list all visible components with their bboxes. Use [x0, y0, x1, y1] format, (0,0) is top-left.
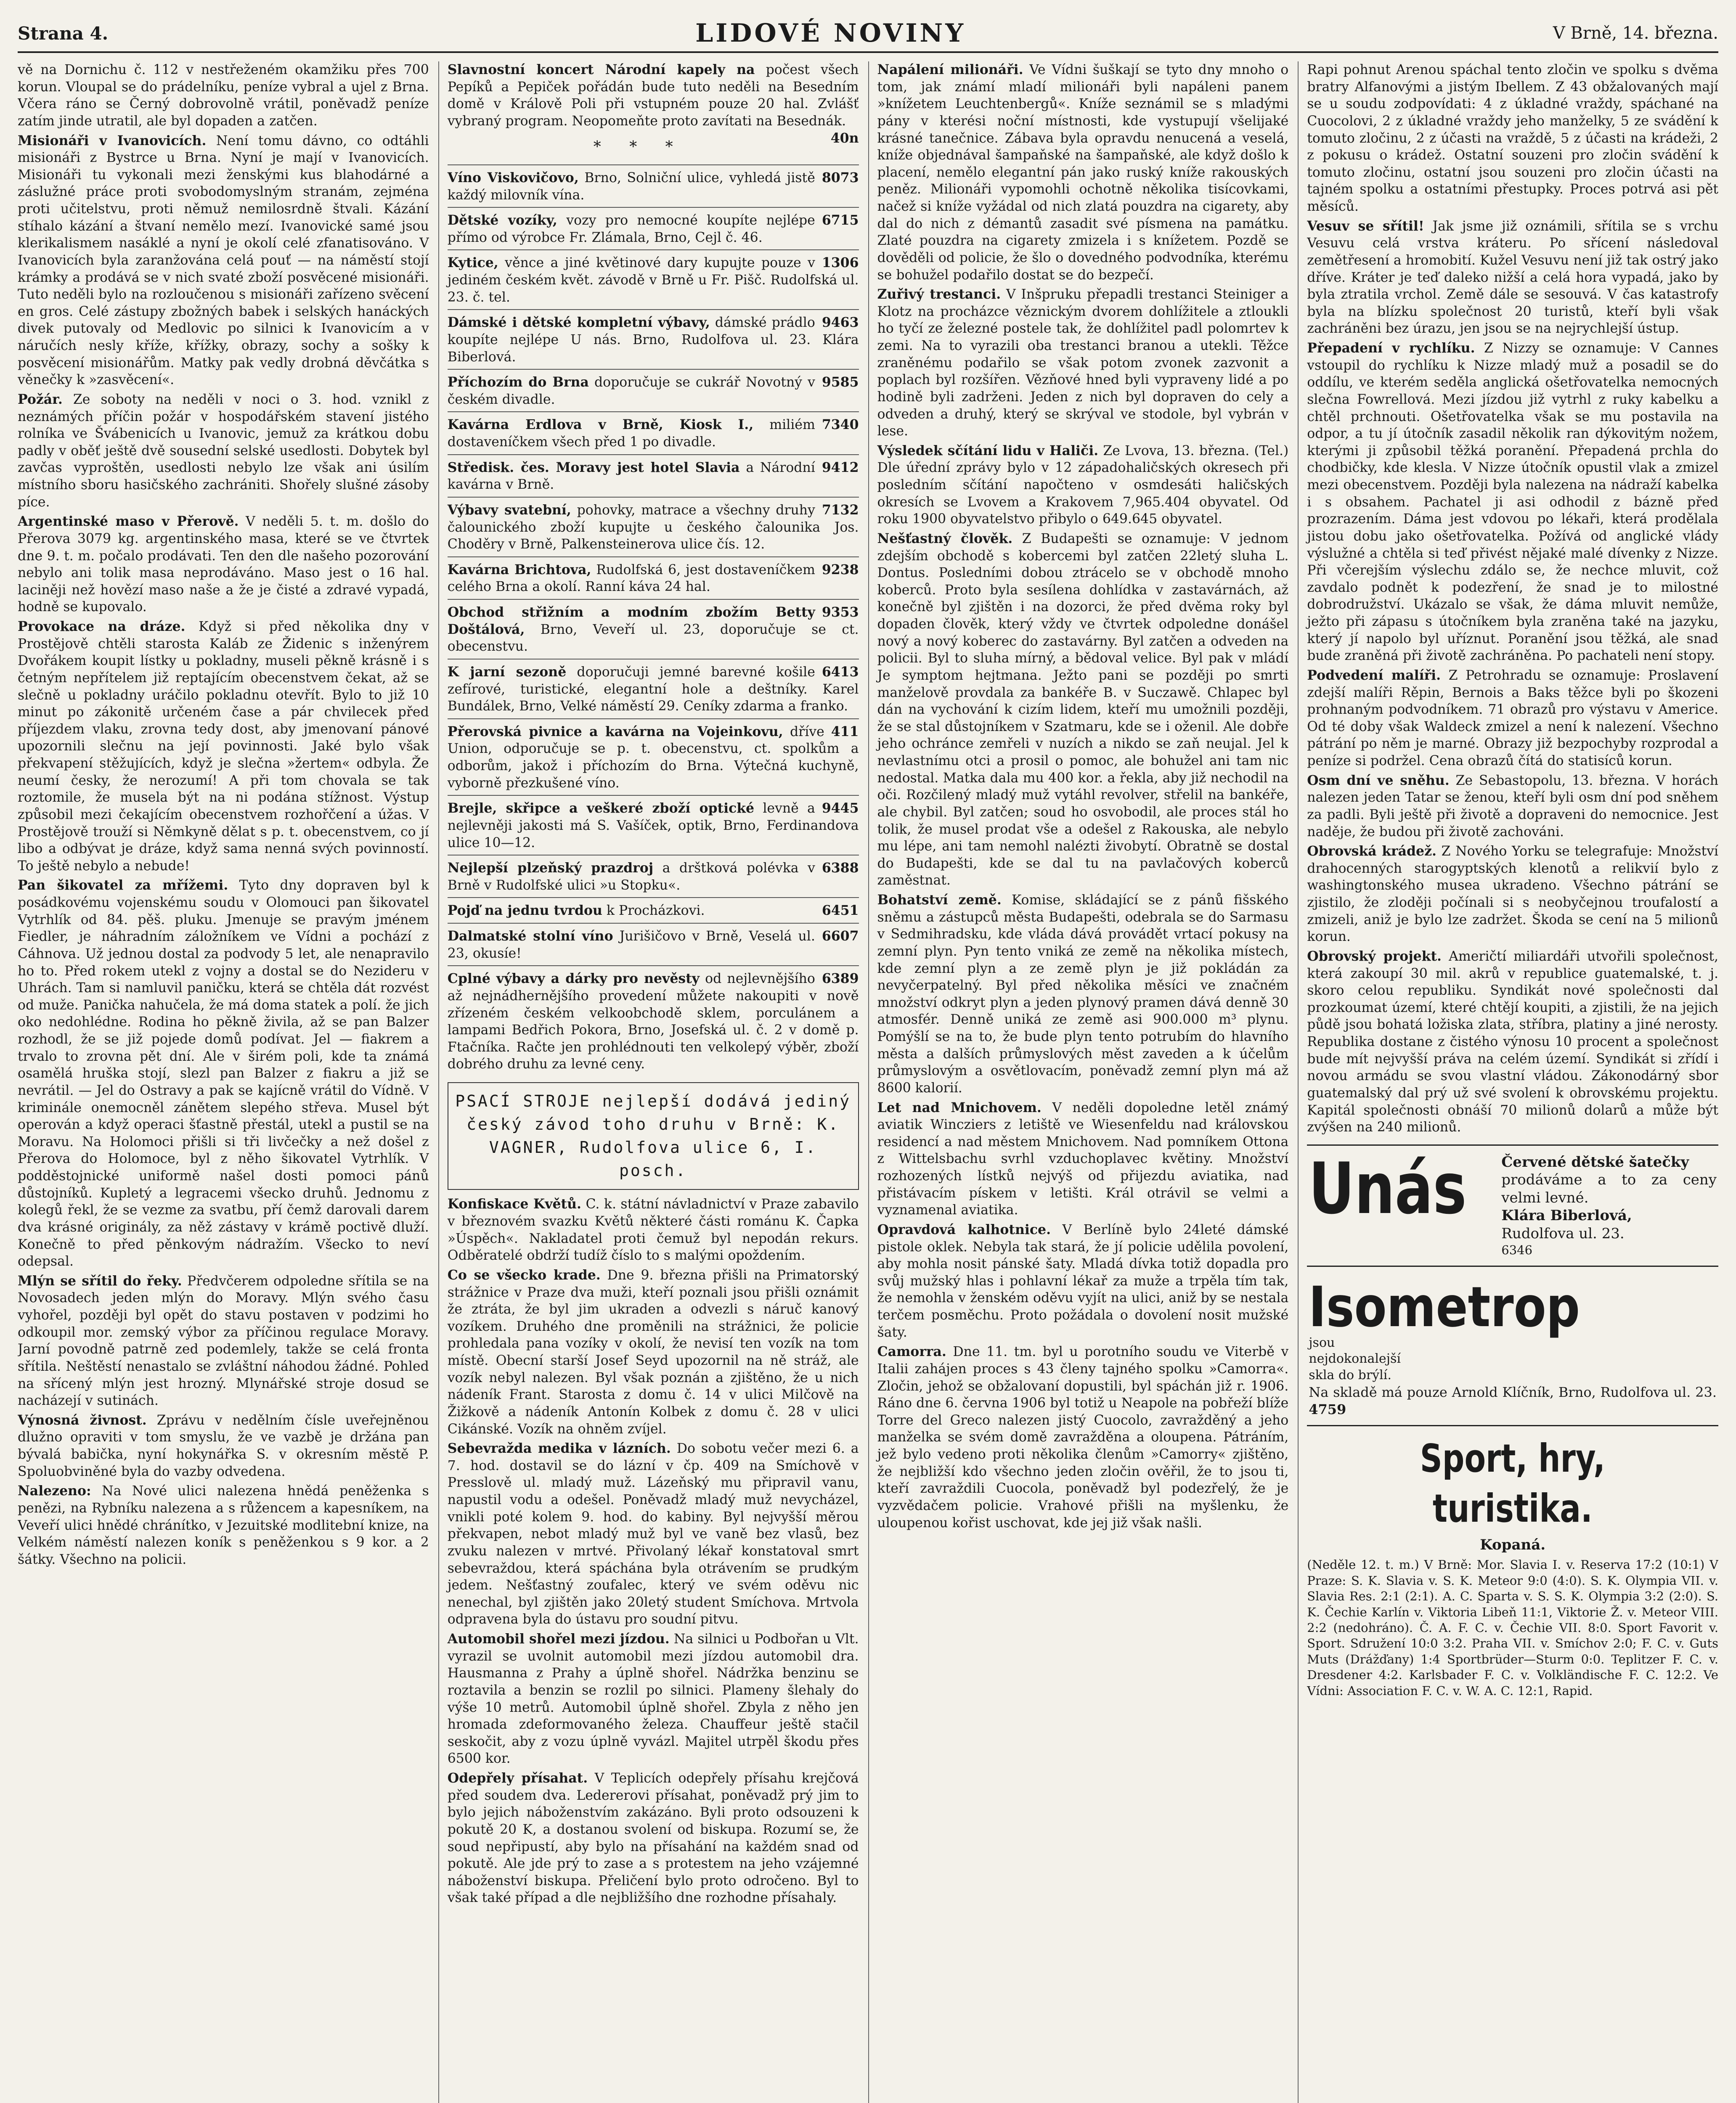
article-body: Když si před několika dny v Prostějově chtěli starosta Kaláb ze Židenic s inženýrem Dvořákem koupit lístky u pokladny, museli pěkně krásně i s četným nepřítelem již reptajícím obecenstvem čekat, až se slečně u pokladny uráčilo pokladnu otevřít. Bylo to již 10 minut po zákonitě určeném čase a pár chvilecek před příjezdem vlaku, zrovna tedy dost, aby jmenovaní pánové upozornili slečnu na její povinnosti. Jaké bylo však překvapení stěžujících, když je slečna »žertem« odbyla. Že neumí česky, že nerozumí! A při tom chovala se tak roztomile, že musela být na ni podána stížnost. Výstup způsobil mezi čekajícím obecenstvem rozhořčení a úžas. V Prostějově trouží si Němkyně dělat s p. t. obecenstvem, co jí libo a odbývat je dráze, když sama nenná svých povinností. To ještě nebylo a nebude! [18, 619, 429, 874]
classified-ad [448, 659, 859, 718]
ad-number: 9238 [822, 562, 859, 577]
typewriter-ad: PSACÍ STROJE nejlepší dodává jediný český závod toho druhu v Brně: K. VAGNER, Rudolfova ulice 6, I. posch. [448, 1082, 859, 1190]
news-article [448, 1631, 859, 1767]
article-headline: Kytice, [447, 255, 498, 271]
article-body: vě na Dornichu č. 112 v nestřeženém okamžiku přes 700 korun. Vloupal se do prádelníku, peníze vybral a ujel z Brna. Včera ráno se Černý dobrovolně vrátil, poněvadž peníze zatím jinde utratil, ale byl dopaden a zatčen. [18, 62, 429, 129]
article-body: V Inšpruku přepadli trestanci Steiniger a Klotz na procházce věznickým dvorem dohlížitele a ztloukli ho tyčí ze železné postele tak, že dohlížitel padl polomrtev k zemi. Na to vyrazili oba trestanci branou a utekli. Těžce zraněnému podařilo se však potom zvonek zazvonit a poplach byl rozšířen. Vězňové hned byli vypraveny lidé a po hodině byli zadrženi. Jeden z nich byl dopraven do cely a odveden a druhý, který se skrýval ve stodole, byl vybrán v lese. [877, 287, 1289, 439]
article-body: Do sobotu večer mezi 6. a 7. hod. dostavil se do lázní v čp. 409 na Smíchově v Presslově ul. mladý muž. Lázeňský mu připravil vanu, napustil vodu a odešel. Poněvadž mladý muž nevycházel, vnikli poté kolem 9. hod. do kabiny. Byl nejvyšší měrou překvapen, nebot mladý muž byl ve vaně bez vlasů, bez zvuku nalezen v mrtvé. Přivolaný lékař konstatoval smrt sebevraždou, která spáchána byla otrávením se prudkým jedem. Nešťastný zoufalec, který ve svém oděvu nic nenechal, byl zjištěn jako 20letý student Smíchova. Mrtvola odpravena byla do ústavu pro soudní pitvu. [447, 1441, 859, 1627]
article-body: V Teplicích odepřely přísahu krejčová před soudem dva. Ledererovi přísahat, poněvadž prý jim to bylo jejich náboženstvím zakázáno. Byli proto odsouzeni k pokutě 20 K, a dostanou svolení od biskupa. Rozumí se, že soud nepřipustí, aby bylo na přísahání na každém snad od pokutě. Ale jde prý to zase a s protestem na jeho vzájemné náboženství biskupa. Přeličení bylo proto odročeno. Byl to však také případ a dle nejbližšího dne rozhodne přísahaly. [447, 1771, 859, 1906]
column-4 [1298, 61, 1718, 2103]
article-body: Ze Lvova, 13. března. (Tel.) Dle úřední zprávy bylo v 12 západohaličských okresech při posledním sčítání napočteno v osmdesáti haličských okresích se Lvovem a Krakovem 7,965.404 obyvatel. Od roku 1900 obyvatelstvo přibylo o 649.645 obyvatel. [877, 443, 1289, 527]
article-body: Američtí miliardáři utvořili společnost, která zakoupí 30 mil. akrů v republice guatemalské, t. j. skoro celou republiku. Syndikát nové společnosti dal prozkoumat území, které chtějí koupiti, a zjistili, že na jejich půdě jsou bohatá ložiska zlata, stříbra, platiny a jiné nerosty. Republika dostane z čistého výnosu 10 procent a společnost bude mít nejvyšší práva na celém území. Syndikát si zřídí i novou armádu se svou vlastní vládou. Zákonodárný sbor guatemalský dal prý už své svolení k obrovskému projektu. Kapitál společnosti obnáší 70 milionů dolarů a může být zvýšen na 240 milionů. [1307, 948, 1718, 1135]
classified-ad [448, 411, 859, 454]
article-headline: Zuřivý trestanci. [877, 286, 1001, 302]
article-headline: Přepadení v rychlíku. [1307, 340, 1475, 356]
article-body: a Národní kavárna v Brně. [447, 460, 815, 493]
columns [18, 61, 1718, 2103]
article-body: C. k. státní návladnictví v Praze zabavilo v březnovém svazku Květů některé části románu K. Čapka »Úspěch«. Nakladatel proti čemuž byl nepodán rekurs. Odběratelé obdrží tudíž číslo to s malými opoždením. [447, 1197, 859, 1263]
news-article [877, 61, 1289, 283]
article-body: Na silnici u Podbořan u Vlt. vyrazil se uvolnit automobil mezi jízdou automobil dra. Hausmanna z Prahy a úplně shořel. Nádržka benzinu se roztavila a benzin se rozlil po silnici. Plameny šlehaly do výše 10 metrů. Automobil úplně shořel. Zbyla z něho jen hromada zdeformovaného železa. Chauffeur ještě stačil seskočit, aby z vozu úplně vyvázl. Majitel utrpěl škodu přes 6500 kor. [447, 1632, 859, 1767]
article-headline: Obrovský projekt. [1307, 948, 1442, 964]
article-headline: Středisk. čes. Moravy jest hotel Slavia [447, 459, 740, 475]
unas-ad [1307, 1144, 1718, 1267]
article-headline: Camorra. [877, 1344, 946, 1360]
article-body: Dne 9. března přišli na Primatorský strážnice v Praze dva muži, kteří poznali jsou přišli oznámit že ztráta, že byl jim ukraden a odvezli s náruč kanový vozíkem. Druhého dne proměnili na strážnici, že policie prohledala pana vozíky v okolí, že nevisí ten vozík na tom místě. Obecní starší Josef Seyd upozornil na ně stráž, ale vozík nebyl nalezen. Byl však poznán a zjištěno, že u nich nádeník Frant. Starosta z domu č. 14 v ulici Milčově na Žižkově a nádeník Antonín Kolbek z domu č. 28 v ulici Cikánské. Vozík na ohněm zvíjel. [447, 1267, 859, 1437]
issue-date: V Brně, 14. března. [1553, 24, 1718, 43]
isometrop-address-text: Na skladě má pouze Arnold Klíčník, Brno, Rudolfova ul. 23. [1309, 1384, 1717, 1400]
classified-ads [448, 164, 859, 1076]
news-article [18, 513, 429, 616]
article-body: Zprávu v nedělním čísle uveřejněnou dlužno opraviti v tom smyslu, že ve vazbě je držána pan bývalá babička, nyní hokynářka S. v okresním městě P. Spoluobviněné byla do vazby odvedena. [18, 1412, 429, 1479]
article-body: Brno, Veveří ul. 23, doporučuje se ct. obecenstvu. [447, 622, 859, 654]
article-body: dříve Union, odporučuje se p. t. obecenstvu, ct. spolkům a odborům, jakož i příchozím do Brna. Výtečná kuchyně, vyborně přezkušené víno. [447, 724, 859, 791]
classified-ad [448, 855, 859, 897]
classified-ad [448, 556, 859, 599]
classified-ad [448, 965, 859, 1076]
article-headline: Napálení milionáři. [877, 62, 1023, 77]
unas-ad-line: prodáváme a to za ceny velmi levné. [1501, 1171, 1717, 1206]
news-article [448, 1196, 859, 1264]
news-article [1307, 61, 1718, 215]
article-body: věnce a jiné květinové dary kupujte pouze v jediném českém květ. závodě v Brně u Fr. Pišč. Rudolfská ul. 23. č. tel. [447, 255, 859, 305]
isometrop-tagline: jsou nejdokonalejší skla do brýlí. [1309, 1335, 1401, 1383]
article-headline: Kavárna Erdlova v Brně, Kiosk I., [447, 417, 754, 433]
ad-number: 8073 [822, 170, 859, 185]
column-2 [438, 61, 859, 2103]
article-body: Ze soboty na neděli v noci o 3. hod. vznikl z neznámých příčin požár v hospodářském stavení jistého rolníka ve Švábenicích u Ivanovic, jemuž za krátkou dobu padly v oběť ještě dvě sousední selské usedlosti. Dobytek byl zavčas vyproštěn, usedlosti nebylo lze však ani úsilím místního sboru hasičského zachrániti. Shořely slušné zásoby píce. [18, 392, 429, 510]
article-headline: Nešťastný člověk. [877, 530, 1013, 546]
article-headline: Nejlepší plzeňský prazdroj [447, 860, 654, 876]
news-article [877, 442, 1289, 528]
article-headline: Provokace na dráze. [18, 619, 186, 634]
classified-ad [448, 923, 859, 965]
isometrop-address [1309, 1384, 1717, 1419]
classified-ad [448, 497, 859, 556]
article-body: Ze Sebastopolu, 13. března. V horách nalezen jeden Tatar se ženou, kteří byli osm dní pod sněhem za padli. Byli ještě při životě a dopraveni do nemocnice. Jest naděje, že budou při životě zachováni. [1307, 773, 1718, 840]
article-body: Tyto dny dopraven byl k posádkovému vojenskému soudu v Olomouci pan šikovatel Vytrhlík od 84. pěš. pluku. Jmenuje se pravým jménem Fiedler, je náhradním záložníkem ve Vídni a pochází z Cáhnova. Už jednou dostal za podvody 5 let, ale nenapravilo ho to. Před rokem utekl z vojny a dostal se do Nezideru v Uhrách. Tam si namluvil paničku, která se chtěla dát rozvést od muže. Panička nahučela, že má doma statek a polí. že jich oko nedohlédne. Rodina ho pěkně živila, až se pan Balzer rozhodl, že se již pojede domů podívat. Jel — fiakrem a trvalo to zrovna pět dní. Ale v širém poli, kde ta známá osamělá hruška stojí, slezl pan Balzer z fiakru a již se nevrátil. — Jel do Ostravy a pak se kajícně vrátil do Vídně. V kriminále onemocněl zánětem slepého střeva. Musel být operován a když operaci šťastně přestál, utekl a pustil se na Moravu. Na Holomoci přišli si tři livčečky a než došel z Přerova do Holomoce, byl z něho šikovatel Vytrhlík. V podděstojnické uniformě našel dosti pomoci pánů důstojníků. Kupletý a legracemi všecko druhů. Jednomu z kolegů řekl, že se vezme za svatbu, pří čemž darovali darem dva krásné originály, za něž zástavy v krámě poctivě dluží. Konečně to před pěnkovým nádražím. Všecko to neví odepsal. [18, 878, 429, 1269]
article-headline: Brejle, skřipce a veškeré zboží optické [447, 800, 755, 816]
ad-number: 6607 [822, 928, 859, 944]
article-body: od nejlevnějšího až nejnádhernějšího provedení můžete nakoupiti v nově zřízeném českém velkoobchodě sklem, porculánem a lampami Bedřich Pokora, Brno, Josefská ul. č. 2 v domě p. Ftačníka. Račte jen prohlédnouti ten velkolepý výběr, zboží dobrého druhu za levné ceny. [447, 971, 859, 1072]
article-headline: Opravdová kalhotnice. [877, 1221, 1051, 1237]
article-headline: Osm dní ve sněhu. [1307, 772, 1450, 788]
concert-notice [447, 61, 859, 146]
article-headline: Slavnostní koncert Národní kapely na [447, 62, 755, 77]
news-article [18, 391, 429, 511]
article-headline: Výbavy svatební, [447, 502, 571, 518]
article-headline: Obrovská krádež. [1307, 843, 1437, 859]
classified-ad [448, 164, 859, 207]
article-headline: Kavárna Brichtova, [447, 562, 591, 577]
article-body: Z Budapešti se oznamuje: V jednom zdejším obchodě s kobercemi byl zatčen 22letý sluha L. Dontus. Posledními dobou ztrácelo se v obchodě mnoho koberců. Proto byla sesílena dohlídka v zastavárnách, až konečně byl zjištěn i na dozorci, že před dvěma roky byl dopaden člověk, který vždy ve čtvrtek odpoledne donášel nový a nový koberec do zastavárny. Byl zatčen a odveden na policii. Byl to sluha mírný, a bědoval velice. Byl pak v mládí Je symptom hejtmana. Ježto pani se později po smrti manželově provdala za bankéře B. v Suczawě. Chlapec byl dán na vychování k cizím lidem, kteří mu umožnili později, že se stal důstojníkem v Szatmaru, kde se i oženil. Ale dobře jeho ochránce zemřeli v nuzích a nikdo se zaň neujal. Jel k nevlastnímu otci a prosil o pomoc, ale bohužel ani tam nic nedostal. Matka dala mu 400 kor. a řekla, aby již nechodil na oči. Rozčilený mladý muž vytáhl revolver, střelil na bankéře, ale chybil. Byl zatčen; soud ho osvobodil, ale proces stál ho tolik, že musel prodat vše a odešel z Rakouska, ale nebylo mu lépe, ani tam nemohl nalézti živobytí. Obratně se dostal do Budapešti, kde se dal tu na pavlačových koberců zaměstnat. [877, 531, 1289, 888]
article-body: doporučuje se cukrář Novotný v českém divadle. [447, 375, 815, 407]
news-article [18, 132, 429, 389]
article-body: k Procházkovi. [606, 903, 705, 919]
news-articles [1307, 61, 1718, 1136]
section-divider: * * * [593, 138, 685, 156]
ad-number: 6413 [822, 664, 859, 680]
article-body: V neděli 5. t. m. došlo do Přerova 3079 kg. argentinského masa, které se ve čtvrtek dne 9. t. m. počalo prodávati. Ten den dle našeho pozorování nebylo ani tolik masa neprodáváno. Maso jest o 16 hal. laciněji než hovězí maso naše a že je čisté a zdravé vypadá, hodně se kupovalo. [18, 514, 429, 615]
ad-number: 4759 [1309, 1401, 1346, 1417]
sport-results: (Neděle 12. t. m.) V Brně: Mor. Slavia I. v. Reserva 17:2 (10:1) V Praze: S. K. Slavia v. S. K. Meteor 9:0 (4:0). S. K. Olympia VII. v. Slavia Res. 2:1 (2:1). A. C. Sparta v. S. S. K. Olympia 3:2 (2:0). S. K. Čechie Karlín v. Viktoria Libeň 11:1, Viktorie Ž. v. Meteor VIII. 2:2 (nedohráno). Č. A. F. C. v. Čechie VII. 8:0. Sport Favorit v. Sport. Sdružení 10:0 3:2. Praha VII. v. Smíchov 2:0; F. C. v. Guts Muts (Drážďany) 1:4 Sportbrüder—Sturm 0:0. Teplitzer F. C. v. Dresdener 4:2. Karlsbader F. C. v. Volkländische F. C. 12:2. Ve Vídni: Association F. C. v. W. A. C. 12:1, Rapid. [1307, 1557, 1718, 1698]
ad-number: 6451 [822, 903, 859, 919]
article-headline: Vesuv se sřítil! [1307, 218, 1424, 234]
article-body: V neděli dopoledne letěl známý aviatik Wincziers z letiště ve Wiesenfeldu nad královskou residencí a nad městem Mnichovem. Nad pomníkem Ottona z Wittelsbachu svrhl vzduchoplavec květiny. Množství rozhozených lístků nejvýš od přijezdu aviatika, nad přistávacím pískem v letišti. Král otrávil se velmi a vyznamenal aviatika. [877, 1100, 1289, 1218]
sport-subheading: Kopaná. [1480, 1536, 1546, 1554]
article-headline: Dámské i dětské kompletní výbavy, [447, 315, 710, 331]
article-body: Rudolfská 6, jest dostaveníčkem celého Brna a okolí. Ranní káva 24 hal. [447, 562, 815, 595]
ad-number: 9585 [822, 374, 859, 390]
ad-number: 411 [831, 723, 859, 739]
unas-ad-line: Červené dětské šatečky [1501, 1153, 1689, 1171]
article-headline: Obchod střižním a modním zbožím Betty Doštálová, [447, 604, 815, 637]
ad-number: 40n [830, 130, 859, 146]
column-3 [868, 61, 1289, 2103]
article-headline: K jarní sezoně [447, 664, 567, 680]
unas-ad-line: Rudolfova ul. 23. [1501, 1225, 1625, 1242]
article-headline: Cplné výbavy a dárky pro nevěsty [447, 971, 700, 987]
article-body: Z Petrohradu se oznamuje: Proslavení zdejší malíři Rěpin, Bernois a Baks těžce byli po škozeni prohnaným podvodníkem. 71 obrazů pro výstavu v Americe. Od té doby však Waldeck zmizel a není k nalezení. Všechno pátrání po něm je marné. Obrazy již bezpochyby rozprodal a peníze si podržel. Cena obrazů čítá do statisíců korun. [1307, 667, 1718, 768]
news-articles [448, 1196, 859, 1907]
article-headline: Požár. [18, 391, 63, 407]
article-body: Rapi pohnut Arenou spáchal tento zločin ve spolku s dvěma bratry Alfanovými a jistým Ibellem. Z 43 obžalovaných mají se u soudu zodpovídati: 4 z úkladné vraždy, spáchané na Cuocolovi, 2 z úkladné vraždy jeho manželky, 5 ze svádění k tomuto zločinu, 2 z účasti na vraždě, 5 z účasti na krádeži, 2 z pokusu o krádež. Ostatní souzeni pro zločin svádění k tomuto zločinu, ostatní jsou souzeni pro zločin účasti na tajném spolku a ostatními přestupky. Proces potrvá asi pět měsíců. [1307, 62, 1718, 214]
unas-logo: Unás [1309, 1147, 1467, 1230]
classified-ad [448, 207, 859, 249]
ad-number: 6388 [822, 860, 859, 876]
article-body: doporučuji jemné barevné košile zefírové, turistické, elegantní hole a deštníky. Karel Bundálek, Brno, Velké náměstí 29. Ceníky zdarma a franko. [447, 664, 859, 714]
article-headline: Sebevražda medika v lázních. [447, 1441, 671, 1457]
ad-number: 6715 [822, 212, 859, 228]
classified-ad [448, 599, 859, 659]
article-body: Ve Vídni šuškají se tyto dny mnoho o tom, jak známí mladí milionáři byli napáleni panem »knížetem Leuchtenbergů«. Kníže seznámil se s mladými pány v kterési noční místnosti, kde vystupují všelijaké krásné tanečnice. Zábava byla opravdu nenucená a veselá, kníže objednával šampaňské na šampaňské, ale když došlo k placení, nemělo elegantní pán jako ruský kníže rakouských peněz. Milionáři vypomohli ochotně několika tisícovkami, načež si kníže vyžádal od nich zlatá pouzdra na cigarety, aby dal do nich z démantů zasadit své písmena na památku. Zlaté pouzdra na cigarety zmizela i s knížetem. Pozdě se dověděli od policie, že šlo o dovedného podvodníka, kterému se bohužel podařilo dostat se do bezpečí. [877, 62, 1289, 283]
article-body: Z Nizzy se oznamuje: V Cannes vstoupil do rychlíku k Nizze mladý muž a posadil se do oddílu, ve kterém seděla anglická ošetřovatelka nemocných slečna Fowrellová. Mezi jízdou již vytrhl z ruky kabelku a chtěl prchnouti. Ošetřovatelka však se mu postavila na odpor, a tu jí útočník zasadil několik ran dýkovitým nožem, kterými ji způsobil těžká poranění. Přepadená prchla do chodbičky, kde klesla. V Nizze útočník opustil vlak a zmizel mezi obecenstvem. Později byla nalezena na nádraží kabelka i s obsahem. Pachatel ji asi odhodil z bázně před prozrazením. Dáma jest vdovou po lékaři, která prodělala jistou dobu jako ošetřovatelka. Požívá od anglické vlády výslužné a chtěla si teď přivést nějaké malé dívenky z Nizze. Při včerejším výslechu zdálo se, že nechce mluvit, což zavdalo podnět k podezření, že snad je to milostné dobrodružství. Ukázalo se však, že dáma mluvit nemůže, ježto při zápasu s útočníkem byla zraněna také na jazyku, který jí napolo byl uříznut. Poranění jsou těžká, ale snad bude zraněná při životě zachráněna. Po pachateli není stopy. [1307, 341, 1718, 664]
ad-number: 6346 [1501, 1243, 1533, 1258]
article-headline: Výnosná živnost. [18, 1412, 147, 1428]
news-article [1307, 948, 1718, 1136]
article-headline: Přerovská pivnice a kavárna na Vojeinkovu, [447, 723, 783, 739]
page-number: Strana 4. [18, 23, 109, 44]
unas-ad-text [1501, 1153, 1717, 1258]
article-headline: Bohatství země. [877, 892, 1002, 908]
article-body: Brno, Solniční ulice, vyhledá jistě každý milovník vína. [447, 170, 815, 203]
news-article [877, 1099, 1289, 1219]
isometrop-logo: Isometrop [1309, 1274, 1580, 1340]
news-article [1307, 340, 1718, 665]
article-headline: Misionáři v Ivanovicích. [18, 132, 207, 148]
article-body: Na Nové ulici nalezena hnědá peněženka s penězi, na Rybníku nalezena a s růžencem a kapesníkem, na Veveří ulici hnědé chránítko, v Jezuitské modlitební knize, na Velkém náměstí nalezen koník s peněženkou s 9 kor. a 2 šátky. Všechno na policii. [18, 1483, 429, 1567]
article-headline: Víno Viskovičovo, [447, 170, 579, 185]
news-article [448, 1770, 859, 1907]
news-article [1307, 218, 1718, 337]
news-article [18, 618, 429, 874]
article-body: dámské prádlo koupíte nejlépe U nás. Brno, Rudolfova ul. 23. Klára Biberlová. [447, 315, 859, 365]
article-headline: Pojď na jednu tvrdou [447, 903, 602, 919]
news-article [877, 286, 1289, 440]
news-article [448, 1267, 859, 1438]
classified-ad [448, 249, 859, 309]
classified-ad [448, 309, 859, 369]
article-headline: Výsledek sčítání lidu v Haliči. [877, 442, 1099, 458]
article-headline: Mlýn se sřítil do řeky. [18, 1273, 182, 1289]
article-body: Z Nového Yorku se telegrafuje: Množství drahocenných starogyptských klenotů a relikvií bylo z washingtonského musea ukradeno. Všechno pátrání se zjistilo, že zloději počínali si s neobyčejnou troufalostí a zmizeli, aniž je bylo lze zadržet. Škoda se cení na 5 milionů korun. [1307, 844, 1718, 945]
ad-number: 6389 [822, 971, 859, 987]
classified-ad [448, 369, 859, 411]
article-headline: Dalmatské stolní víno [447, 928, 613, 944]
news-article [18, 1483, 429, 1568]
ad-number: 9412 [822, 459, 859, 475]
article-body: a drštková polévka v Brně v Rudolfské ulici »u Stopku«. [447, 861, 815, 893]
news-article [18, 61, 429, 130]
news-article [18, 877, 429, 1270]
article-body: pohovky, matrace a všechny druhy čalounického zboží kupujte u českého čalounika Jos. Choděry v Brně, Palkensteinerova ulice čís. 12. [447, 502, 859, 552]
article-headline: Podvedení malíři. [1307, 667, 1441, 683]
article-headline: Dětské vozíky, [447, 212, 557, 228]
article-headline: Konfiskace Květů. [447, 1196, 581, 1212]
unas-ad-line: Klára Biberlová, [1501, 1207, 1632, 1224]
isometrop-ad [1307, 1275, 1718, 1427]
article-body: Komise, skládající se z pánů fišského sněmu a zástupců města Budapešti, odebrala se do Sarmasu v Sedmihradsku, kde vláda dává provádět vrtací pokusy na zemní plyn. Pyn tento vniká ze země na několika místech, kde zemní plyn a ze země plyn je již pokládán za nevyčerpatelný. Byl před několika měsíci ve značném množství odkryt plyn a jeden plynový pramen dává denně 30 atmosfér. Denně uniká ze země asi 900.000 m³ plynu. Pomýšlí se na to, že bude plyn tento potrubím do hlavního města a dalších průmyslových měst zaveden a k účelům průmyslovým a osvětlovacím, poněvadž zemní plyn má až 8600 kalorií. [877, 893, 1289, 1096]
article-body: počest všech Pepíků a Pepiček pořádán bude tuto neděli na Besedním domě v Králově Poli při vstupném pouze 20 hal. Zvlášť vybraný program. Neopomeňte proto zavítati na Besednák. [447, 62, 859, 129]
news-article [1307, 667, 1718, 770]
news-article [448, 1440, 859, 1628]
article-headline: Automobil shořel mezi jízdou. [447, 1631, 670, 1647]
classified-ad [448, 718, 859, 795]
article-body: Jurišičovo v Brně, Veselá ul. 23, okusíe! [447, 929, 815, 961]
article-headline: Odepřely přísahat. [447, 1770, 588, 1786]
column-1 [18, 61, 429, 2103]
news-article [877, 892, 1289, 1097]
ad-number: 1306 [822, 255, 859, 271]
news-article [18, 1273, 429, 1409]
ad-number: 7132 [822, 502, 859, 518]
ad-number: 9463 [822, 315, 859, 331]
article-body: Není tomu dávno, co odtáhli misionáři z Bystrce u Brna. Nyní je mají v Ivanovicích. Misionáři tu vykonali mezi ženskými kus blahodárné a záslužné práce proti svobodomyslným stranám, zejména proti učitelstvu, proti němuž nemilosrdně štvali. Kázání stíhalo kázání a štvaní nemělo mezí. Ivanovické samé jsou klerikalismem nasáklé a nyní je okolí celé zfanatisováno. V Ivanovicích byla zaranžována celá pouť — na náměstí stojí krámky a prodává se v nich svaté zboží posvěcené misionáři. Tuto neděli bylo na rozloučenou s misionáři zařízeno svěcení en gros. Celé zástupy zbožných babek i selských hanáckých divek putovaly od Medlovic po silnici k Ivanovicím a v náručích nesly kříže, křížky, obrazy, sochy a sošky k posvěcení misionářům. Matky pak vedly drobná děvčátka s věnečky k »zasvěcení«. [18, 133, 429, 388]
article-headline: Argentinské maso v Přerově. [18, 514, 239, 530]
classified-ad [448, 897, 859, 923]
ad-number: 9353 [822, 604, 859, 620]
article-body: levně a nejlevněji jakosti má S. Vašíček, optik, Brno, Ferdinandova ulice 10—12. [447, 801, 859, 850]
article-headline: Co se všecko krade. [447, 1267, 601, 1283]
article-body: Jak jsme již oznámili, sřítila se s vrchu Vesuvu celá vrstva kráteru. Po sřícení následoval zemětřesení a hromobití. Kužel Vesuvu není již tak ostrý jako dříve. Kráter je teď daleko nižší a celá hora vypadá, jako by byla ztratila vrchol. Země dále se sesouvá. V čas katastrofy byla na blízku společnost 20 turistů, kteří byli však zachráněni bez úrazu, jen jsou se na nejrychlejší ústup. [1307, 218, 1718, 336]
news-article [877, 530, 1289, 889]
article-body: Dne 11. tm. byl u porotního soudu ve Viterbě v Italii zahájen proces s 43 členy tajného spolku »Camorra«. Zločin, jehož se obžalovaní dopustili, byl spáchán již r. 1906. Ráno dne 6. června 1906 byl totiž u Neapole na pobřeží blíže Torre del Greco nalezen jistý Cuocolo, zavražděný a jeho manželka se svém domě zavražděna a oloupena. Pátráním, jež bylo vedeno proti několika členům »Camorry« zjištěno, že nejbližší kdo všechno jeden zločin ověřil, že to jsou ti, kteří zavraždili Cuocola, poněvadž byl podezřelý, že je vyzvědačem policie. Vrahové přišli na myšlenku, že uloupenou kořist uschovat, kde jej již však našli. [877, 1344, 1289, 1531]
news-article [877, 1343, 1289, 1531]
article-headline: Příchozím do Brna [447, 374, 589, 390]
article-body: miliém dostaveníčkem všech před 1 po divadle. [447, 417, 815, 450]
article-headline: Nalezeno: [18, 1483, 91, 1499]
classified-ad [448, 454, 859, 497]
sport-section-title: Sport, hry, turistika. [1420, 1436, 1606, 1531]
masthead [18, 15, 1718, 53]
ad-number: 7340 [822, 417, 859, 433]
news-article [18, 1412, 429, 1481]
newspaper-title: LIDOVÉ NOVINY [695, 19, 966, 48]
ad-number: 9445 [822, 800, 859, 816]
news-article [1307, 843, 1718, 946]
classified-ad [448, 795, 859, 855]
article-body: V Berlíně bylo 24leté dámské pistole oklek. Nebyla tak stará, že jí policie udělila povolení, aby mohla nosit pánské šaty. Mladá dívka totiž dopadla pro svůj mužský hlas i pohlavní lékař za muže a trpěla tím tak, že nemohla v ženském oděvu vyjít na ulici, aniž by se nestala terčem posměchu. Proto požádala o dovolení nosit mužské šaty. [877, 1222, 1289, 1340]
article-body: vozy pro nemocné koupíte nejlépe přímo od výrobce Fr. Zlámala, Brno, Cejl č. 46. [447, 213, 815, 245]
news-article [1307, 772, 1718, 841]
article-body: Předvčerem odpoledne sřítila se na Novosadech jeden mlýn do Moravy. Mlýn svého času vyhořel, později byl opět do stavu postaven v podzimi ho odkoupil mor. zemský výbor za příčinou regulace Moravy. Jarní povodně patrně zed podemlely, takže se celá fronta sřítila. Neštěstí nenastalo se zvláštní náhodou žádné. Pohled na sřícený mlýn jest hrozný. Mlynářské stroje dosud se nacházejí v sutinách. [18, 1273, 429, 1409]
article-headline: Pan šikovatel za mřížemi. [18, 877, 228, 893]
news-article [877, 1221, 1289, 1341]
article-headline: Let nad Mnichovem. [877, 1099, 1042, 1115]
